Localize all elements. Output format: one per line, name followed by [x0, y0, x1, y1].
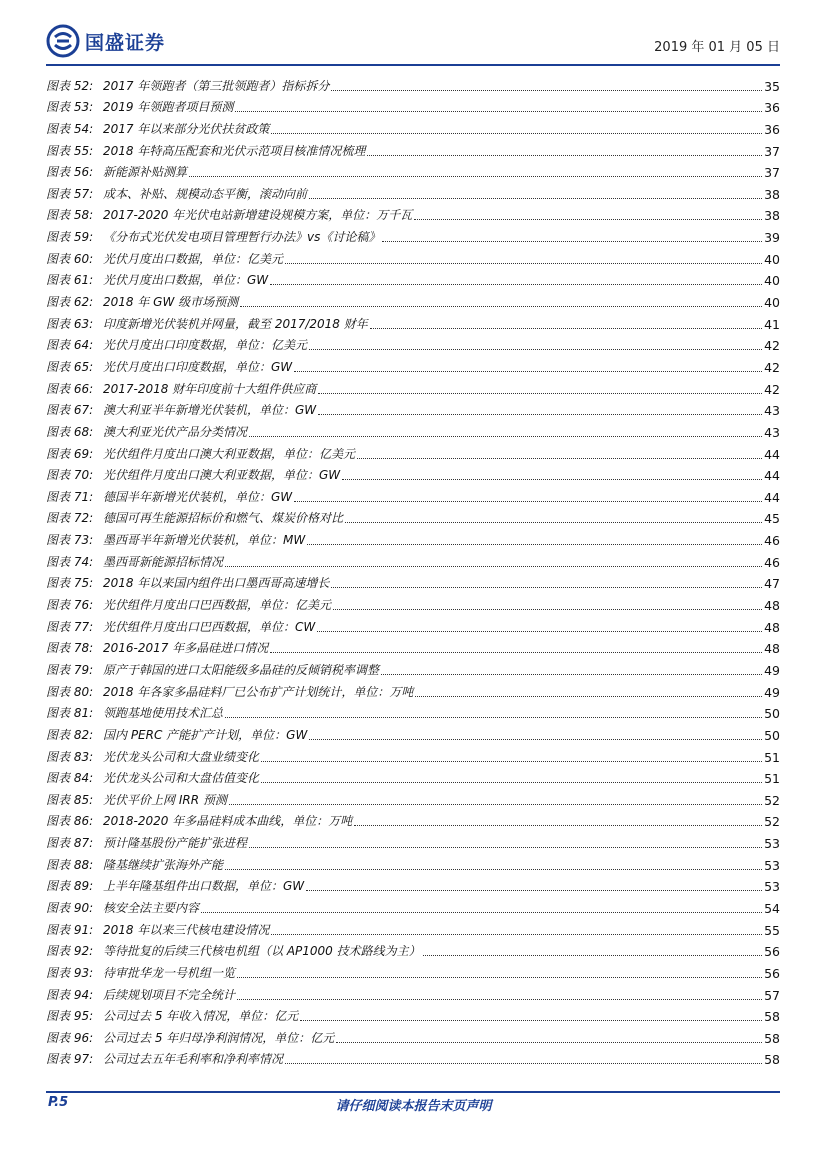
toc-entry[interactable]	[46, 353, 780, 375]
figure-label: 图表 53:	[46, 100, 94, 115]
dot-leader	[309, 348, 762, 350]
dot-leader	[357, 457, 762, 459]
page-ref: 48	[764, 641, 780, 657]
page-ref: 46	[764, 554, 780, 570]
figure-title: 光伏龙头公司和大盘估值变化	[103, 771, 260, 786]
page-ref: 44	[764, 489, 780, 505]
page-ref: 44	[764, 468, 780, 484]
figure-label: 图表 93:	[46, 965, 94, 980]
figure-label: 图表 82:	[46, 727, 94, 742]
dot-leader	[294, 500, 762, 502]
page-ref: 53	[764, 879, 780, 895]
dot-leader	[414, 218, 762, 220]
toc-entry[interactable]	[46, 202, 780, 224]
figure-label: 图表 86:	[46, 814, 94, 829]
toc-entry[interactable]	[46, 1046, 780, 1068]
dot-leader	[367, 154, 762, 156]
dot-leader	[354, 824, 762, 826]
figure-title: 原产于韩国的进口太阳能级多晶硅的反倾销税率调整	[103, 662, 380, 677]
figure-title: 墨西哥半年新增光伏装机，单位：MW	[103, 533, 306, 548]
page-ref: 39	[764, 230, 780, 246]
page-ref: 57	[764, 987, 780, 1003]
guosheng-logo-icon	[46, 24, 80, 58]
page-ref: 49	[764, 662, 780, 678]
header-divider	[46, 64, 780, 66]
figure-label: 图表 59:	[46, 230, 94, 245]
company-logo	[46, 24, 165, 58]
figure-title: 光伏月度出口数据，单位：亿美元	[103, 251, 284, 266]
figure-title: 光伏组件月度出口澳大利亚数据，单位：GW	[103, 468, 341, 483]
dot-leader	[225, 868, 762, 870]
dot-leader	[270, 283, 762, 285]
figure-label: 图表 70:	[46, 468, 94, 483]
dot-leader	[261, 760, 762, 762]
toc-entry[interactable]	[46, 375, 780, 397]
toc-entry[interactable]	[46, 462, 780, 484]
figure-label: 图表 73:	[46, 533, 94, 548]
toc-entry[interactable]	[46, 678, 780, 700]
toc-entry[interactable]	[46, 635, 780, 657]
figure-label: 图表 97:	[46, 1052, 94, 1067]
figure-title: 光伏龙头公司和大盘业绩变化	[103, 749, 260, 764]
figure-label: 图表 68:	[46, 424, 94, 439]
dot-leader	[370, 327, 762, 329]
dot-leader	[345, 521, 762, 523]
page-ref: 40	[764, 295, 780, 311]
toc-entry[interactable]	[46, 743, 780, 765]
dot-leader	[309, 197, 762, 199]
page-ref: 37	[764, 165, 780, 181]
figure-title: 澳大利亚光伏产品分类情况	[103, 424, 248, 439]
dot-leader	[333, 608, 762, 610]
figure-title: 2018 年特高压配套和光伏示范项目核准情况梳理	[103, 143, 366, 158]
page-ref: 45	[764, 511, 780, 527]
figure-label: 图表 74:	[46, 554, 94, 569]
dot-leader	[285, 262, 762, 264]
page-ref: 42	[764, 338, 780, 354]
page-ref: 50	[764, 706, 780, 722]
dot-leader	[306, 889, 762, 891]
figure-label: 图表 77:	[46, 619, 94, 634]
page-ref: 38	[764, 208, 780, 224]
page-ref: 48	[764, 619, 780, 635]
figure-label: 图表 61:	[46, 273, 94, 288]
toc-entry[interactable]	[46, 397, 780, 419]
page-ref: 38	[764, 186, 780, 202]
figure-title: 澳大利亚半年新增光伏装机，单位：GW	[103, 403, 317, 418]
toc-entry[interactable]	[46, 245, 780, 267]
page-ref: 48	[764, 598, 780, 614]
figure-title: 隆基继续扩张海外产能	[103, 857, 224, 872]
figure-label: 图表 64:	[46, 338, 94, 353]
figure-label: 图表 66:	[46, 381, 94, 396]
dot-leader	[271, 933, 762, 935]
toc-entry[interactable]	[46, 267, 780, 289]
page-ref: 47	[764, 576, 780, 592]
dot-leader	[285, 1062, 762, 1064]
dot-leader	[381, 673, 762, 675]
figure-title: 2018 年以来三代核电建设情况	[103, 922, 270, 937]
dot-leader	[271, 132, 762, 134]
dot-leader	[229, 803, 762, 805]
figure-title: 公司过去 5 年收入情况，单位：亿元	[103, 1009, 299, 1024]
toc-entry[interactable]	[46, 959, 780, 981]
page-ref: 41	[764, 316, 780, 332]
figure-title: 2018 年以来国内组件出口墨西哥高速增长	[103, 576, 330, 591]
figure-title: 印度新增光伏装机并网量，截至 2017/2018 财年	[103, 316, 368, 331]
figure-label: 图表 62:	[46, 295, 94, 310]
figure-title: 2017-2018 财年印度前十大组件供应商	[103, 381, 317, 396]
figure-label: 图表 76:	[46, 598, 94, 613]
toc-entry[interactable]	[46, 418, 780, 440]
page-ref: 35	[764, 78, 780, 94]
toc-entry[interactable]	[46, 765, 780, 787]
toc-entry[interactable]	[46, 223, 780, 245]
figure-label: 图表 81:	[46, 706, 94, 721]
page-ref: 53	[764, 836, 780, 852]
toc-entry[interactable]	[46, 526, 780, 548]
figure-label: 图表 88:	[46, 857, 94, 872]
figure-label: 图表 55:	[46, 143, 94, 158]
figure-label: 图表 83:	[46, 749, 94, 764]
disclaimer-note: 请仔细阅读本报告末页声明	[335, 1099, 492, 1114]
dot-leader	[331, 586, 762, 588]
toc-entry[interactable]	[46, 851, 780, 873]
figure-label: 图表 71:	[46, 489, 94, 504]
toc-entry[interactable]	[46, 721, 780, 743]
figure-title: 国内 PERC 产能扩产计划，单位：GW	[103, 727, 308, 742]
figure-label: 图表 58:	[46, 208, 94, 223]
figure-title: 新能源补贴测算	[103, 165, 188, 180]
toc-entry[interactable]	[46, 115, 780, 137]
toc-entry[interactable]	[46, 332, 780, 354]
dot-leader	[300, 1019, 762, 1021]
dot-leader	[225, 565, 762, 567]
dot-leader	[307, 543, 762, 545]
figure-label: 图表 69:	[46, 446, 94, 461]
figure-title: 2018-2020 年多晶硅料成本曲线，单位：万吨	[103, 814, 353, 829]
page-ref: 51	[764, 749, 780, 765]
page-ref: 58	[764, 1009, 780, 1025]
figure-label: 图表 92:	[46, 944, 94, 959]
toc-entry[interactable]	[46, 137, 780, 159]
figure-title: 光伏平价上网 IRR 预测	[103, 792, 227, 807]
figure-label: 图表 75:	[46, 576, 94, 591]
dot-leader	[235, 110, 762, 112]
dot-leader	[342, 478, 762, 480]
figure-label: 图表 52:	[46, 78, 94, 93]
figure-label: 图表 56:	[46, 165, 94, 180]
dot-leader	[189, 175, 762, 177]
figure-label: 图表 91:	[46, 922, 94, 937]
figure-title: 墨西哥新能源招标情况	[103, 554, 224, 569]
page-ref: 49	[764, 684, 780, 700]
figure-title: 2018 年 GW 级市场预测	[103, 295, 239, 310]
toc-entry[interactable]	[46, 808, 780, 830]
dot-leader	[317, 630, 762, 632]
page-ref: 46	[764, 533, 780, 549]
figure-title: 预计隆基股份产能扩张进程	[103, 836, 248, 851]
dot-leader	[225, 716, 762, 718]
page-ref: 40	[764, 251, 780, 267]
toc-entry[interactable]	[46, 916, 780, 938]
page-ref: 40	[764, 273, 780, 289]
figure-title: 光伏月度出口印度数据，单位：GW	[103, 359, 293, 374]
toc-entry[interactable]	[46, 1003, 780, 1025]
page-ref: 52	[764, 814, 780, 830]
figure-title: 后续规划项目不完全统计	[103, 987, 236, 1002]
dot-leader	[201, 911, 762, 913]
figure-title: 《分布式光伏发电项目管理暂行办法》vs《讨论稿》	[103, 230, 381, 245]
toc-entry[interactable]	[46, 873, 780, 895]
toc-entry[interactable]	[46, 180, 780, 202]
report-date: 2019 年 01 月 05 日	[654, 40, 780, 55]
page-ref: 56	[764, 965, 780, 981]
dot-leader	[294, 370, 762, 372]
dot-leader	[270, 651, 762, 653]
figure-list	[46, 72, 780, 1067]
figure-title: 成本、补贴、规模动态平衡，滚动向前	[103, 186, 308, 201]
figure-label: 图表 54:	[46, 121, 94, 136]
page-ref: 52	[764, 792, 780, 808]
page-ref: 58	[764, 1052, 780, 1068]
figure-label: 图表 78:	[46, 641, 94, 656]
figure-label: 图表 90:	[46, 900, 94, 915]
figure-title: 领跑基地使用技术汇总	[103, 706, 224, 721]
figure-title: 光伏月度出口数据，单位：GW	[103, 273, 269, 288]
figure-label: 图表 84:	[46, 771, 94, 786]
figure-title: 2019 年领跑者项目预测	[103, 100, 234, 115]
dot-leader	[309, 738, 762, 740]
page-ref: 36	[764, 100, 780, 116]
toc-entry[interactable]	[46, 548, 780, 570]
figure-label: 图表 65:	[46, 359, 94, 374]
figure-label: 图表 94:	[46, 987, 94, 1002]
footer-divider	[46, 1091, 780, 1093]
page-header	[46, 24, 780, 62]
toc-entry[interactable]	[46, 591, 780, 613]
figure-title: 2017 年领跑者（第三批领跑者）指标拆分	[103, 78, 330, 93]
page-ref: 53	[764, 857, 780, 873]
dot-leader	[331, 89, 762, 91]
figure-title: 德国半年新增光伏装机，单位：GW	[103, 489, 293, 504]
toc-entry[interactable]	[46, 1024, 780, 1046]
page-ref: 44	[764, 446, 780, 462]
dot-leader	[249, 846, 762, 848]
dot-leader	[249, 435, 762, 437]
page-ref: 43	[764, 424, 780, 440]
toc-entry[interactable]	[46, 288, 780, 310]
toc-entry[interactable]	[46, 894, 780, 916]
figure-title: 2017 年以来部分光伏扶贫政策	[103, 121, 270, 136]
toc-entry[interactable]	[46, 656, 780, 678]
figure-label: 图表 57:	[46, 186, 94, 201]
figure-label: 图表 89:	[46, 879, 94, 894]
toc-entry[interactable]	[46, 505, 780, 527]
figure-title: 2017-2020 年光伏电站新增建设规模方案，单位：万千瓦	[103, 208, 413, 223]
figure-title: 公司过去 5 年归母净利润情况，单位：亿元	[103, 1030, 335, 1045]
toc-entry[interactable]	[46, 938, 780, 960]
figure-label: 图表 96:	[46, 1030, 94, 1045]
dot-leader	[382, 240, 762, 242]
figure-title: 光伏月度出口印度数据，单位：亿美元	[103, 338, 308, 353]
page-ref: 58	[764, 1030, 780, 1046]
figure-title: 核安全法主要内容	[103, 900, 200, 915]
dot-leader	[423, 954, 762, 956]
figure-title: 公司过去五年毛利率和净利率情况	[103, 1052, 284, 1067]
dot-leader	[318, 413, 762, 415]
figure-title: 光伏组件月度出口澳大利亚数据，单位：亿美元	[103, 446, 356, 461]
figure-label: 图表 79:	[46, 662, 94, 677]
toc-entry[interactable]	[46, 786, 780, 808]
figure-title: 待审批华龙一号机组一览	[103, 965, 236, 980]
figure-title: 光伏组件月度出口巴西数据，单位：CW	[103, 619, 316, 634]
toc-entry[interactable]	[46, 483, 780, 505]
figure-title: 上半年隆基组件出口数据，单位：GW	[103, 879, 305, 894]
page-ref: 42	[764, 381, 780, 397]
figure-label: 图表 95:	[46, 1009, 94, 1024]
toc-entry[interactable]	[46, 981, 780, 1003]
figure-title: 等待批复的后续三代核电机组（以 AP1000 技术路线为主）	[103, 944, 421, 959]
toc-entry[interactable]	[46, 159, 780, 181]
toc-entry[interactable]	[46, 570, 780, 592]
figure-label: 图表 72:	[46, 511, 94, 526]
page-ref: 55	[764, 922, 780, 938]
dot-leader	[237, 998, 762, 1000]
figure-title: 2018 年各家多晶硅料厂已公布扩产计划统计，单位：万吨	[103, 684, 414, 699]
page-ref: 37	[764, 143, 780, 159]
figure-label: 图表 60:	[46, 251, 94, 266]
figure-label: 图表 67:	[46, 403, 94, 418]
dot-leader	[261, 781, 762, 783]
page-ref: 42	[764, 359, 780, 375]
figure-label: 图表 63:	[46, 316, 94, 331]
page-ref: 43	[764, 403, 780, 419]
dot-leader	[318, 392, 762, 394]
dot-leader	[240, 305, 762, 307]
logo-text: 国盛证券	[85, 31, 166, 54]
figure-title: 光伏组件月度出口巴西数据，单位：亿美元	[103, 598, 332, 613]
dot-leader	[237, 976, 762, 978]
dot-leader	[336, 1041, 762, 1043]
page-ref: 36	[764, 121, 780, 137]
figure-label: 图表 80:	[46, 684, 94, 699]
figure-title: 德国可再生能源招标价和燃气、煤炭价格对比	[103, 511, 344, 526]
figure-label: 图表 87:	[46, 836, 94, 851]
toc-entry[interactable]	[46, 613, 780, 635]
toc-entry[interactable]	[46, 700, 780, 722]
figure-label: 图表 85:	[46, 792, 94, 807]
figure-title: 2016-2017 年多晶硅进口情况	[103, 641, 269, 656]
page-ref: 50	[764, 727, 780, 743]
toc-entry[interactable]	[46, 72, 780, 94]
toc-entry[interactable]	[46, 440, 780, 462]
page-ref: 51	[764, 771, 780, 787]
dot-leader	[415, 695, 762, 697]
toc-entry[interactable]	[46, 829, 780, 851]
toc-entry[interactable]	[46, 310, 780, 332]
page-ref: 56	[764, 944, 780, 960]
page-ref: 54	[764, 900, 780, 916]
toc-entry[interactable]	[46, 94, 780, 116]
page-number: P.5	[48, 1095, 69, 1110]
